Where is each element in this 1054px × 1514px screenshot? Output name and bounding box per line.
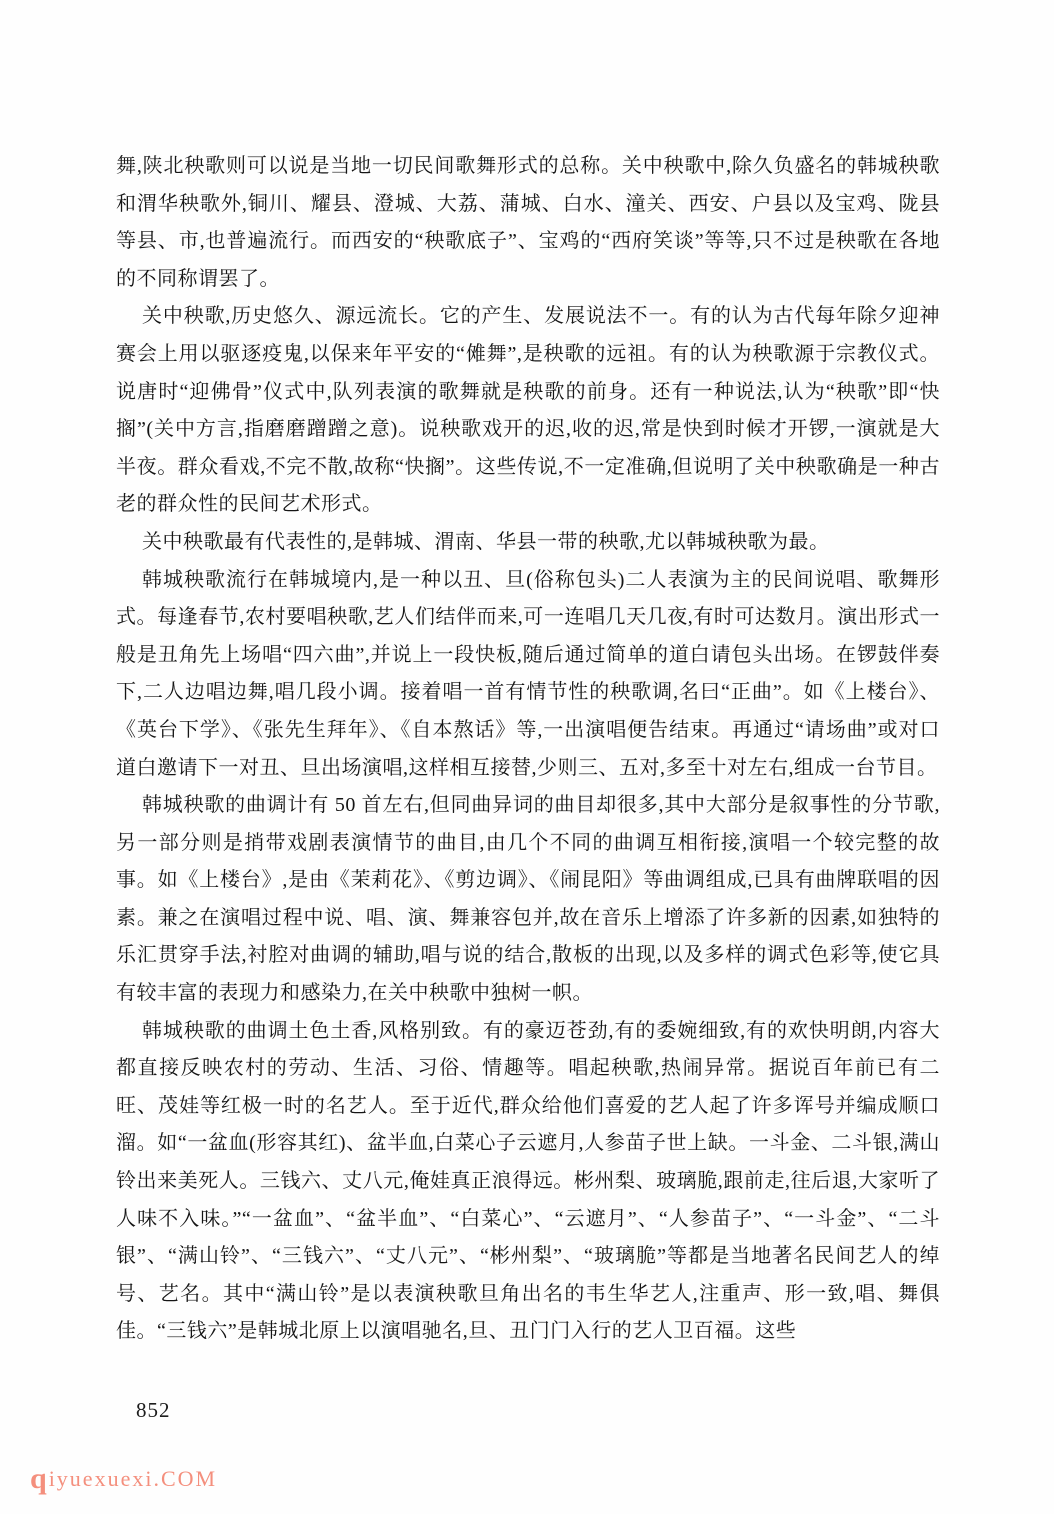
paragraph-continuation: 舞,陕北秧歌则可以说是当地一切民间歌舞形式的总称。关中秧歌中,除久负盛名的韩城秧歌和渭华秧歌外,铜川、耀县、澄城、大荔、蒲城、白水、潼关、西安、户县以及宝鸡、陇县等县、市,也普遍流行。而西安的“秧歌底子”、宝鸡的“西府笑谈”等等,只不过是秧歌在各地的不同称谓罢了。 [116, 155, 940, 290]
body-text [116, 148, 940, 1351]
watermark-text: iyuexuexi.COM [48, 1466, 218, 1491]
paragraph-style-and-artists: 韩城秧歌的曲调土色土香,风格别致。有的豪迈苍劲,有的委婉细致,有的欢快明朗,内容大都直接反映农村的劳动、生活、习俗、情趣等。唱起秧歌,热闹异常。据说百年前已有二旺、茂娃等红极一时的名艺人。至于近代,群众给他们喜爱的艺人起了许多诨号并编成顺口溜。如“一盆血(形容其红)、盆半血,白菜心子云遮月,人参苗子世上缺。一斗金、二斗银,满山铃出来美死人。三钱六、丈八元,俺娃真正浪得远。彬州梨、玻璃脆,跟前走,往后退,大家听了人味不入味。”“一盆血”、“盆半血”、“白菜心”、“云遮月”、“人参苗子”、“一斗金”、“二斗银”、“满山铃”、“三钱六”、“丈八元”、“彬州梨”、“玻璃脆”等都是当地著名民间艺人的绰号、艺名。其中“满山铃”是以表演秧歌旦角出名的韦生华艺人,注重声、形一致,唱、舞俱佳。“三钱六”是韩城北原上以演唱驰名,旦、丑门门入行的艺人卫百福。这些 [116, 1019, 940, 1343]
page-number: 852 [136, 1398, 171, 1422]
paragraph-hancheng-performance-form: 韩城秧歌流行在韩城境内,是一种以丑、旦(俗称包头)二人表演为主的民间说唱、歌舞形式。每逢春节,农村要唱秧歌,艺人们结伴而来,可一连唱几天几夜,有时可达数月。演出形式一般是丑角先上场唱“四六曲”,并说上一段快板,随后通过简单的道白请包头出场。在锣鼓伴奏下,二人边唱边舞,唱几段小调。接着唱一首有情节性的秧歌调,名曰“正曲”。如《上楼台》、《英台下学》、《张先生拜年》、《自本熬话》等,一出演唱便告结束。再通过“请场曲”或对口道白邀请下一对丑、旦出场演唱,这样相互接替,少则三、五对,多至十对左右,组成一台节目。 [116, 568, 940, 779]
paragraph-guanzhong-history: 关中秧歌,历史悠久、源远流长。它的产生、发展说法不一。有的认为古代每年除夕迎神赛会上用以驱逐疫鬼,以保来年平安的“傩舞”,是秧歌的远祖。有的认为秧歌源于宗教仪式。说唐时“迎佛骨”仪式中,队列表演的歌舞就是秧歌的前身。还有一种说法,认为“秧歌”即“快搁”(关中方言,指磨磨蹭蹭之意)。说秧歌戏开的迟,收的迟,常是快到时候才开锣,一演就是大半夜。群众看戏,不完不散,故称“快搁”。这些传说,不一定准确,但说明了关中秧歌确是一种古老的群众性的民间艺术形式。 [116, 305, 940, 516]
paragraph-melodies: 韩城秧歌的曲调计有 50 首左右,但同曲异词的曲目却很多,其中大部分是叙事性的分节歌,另一部分则是捎带戏剧表演情节的曲目,由几个不同的曲调互相衔接,演唱一个较完整的故事。如《上楼台》,是由《茉莉花》、《剪边调》、《闹昆阳》等曲调组成,已具有曲牌联唱的因素。兼之在演唱过程中说、唱、演、舞兼容包并,故在音乐上增添了许多新的因素,如独特的乐汇贯穿手法,衬腔对曲调的辅助,唱与说的结合,散板的出现,以及多样的调式色彩等,使它具有较丰富的表现力和感染力,在关中秧歌中独树一帜。 [116, 794, 940, 1005]
paragraph-representative-regions: 关中秧歌最有代表性的,是韩城、渭南、华县一带的秧歌,尤以韩城秧歌为最。 [142, 530, 830, 553]
watermark-initial-letter: q [30, 1462, 49, 1495]
watermark-site-logo [30, 1462, 217, 1496]
